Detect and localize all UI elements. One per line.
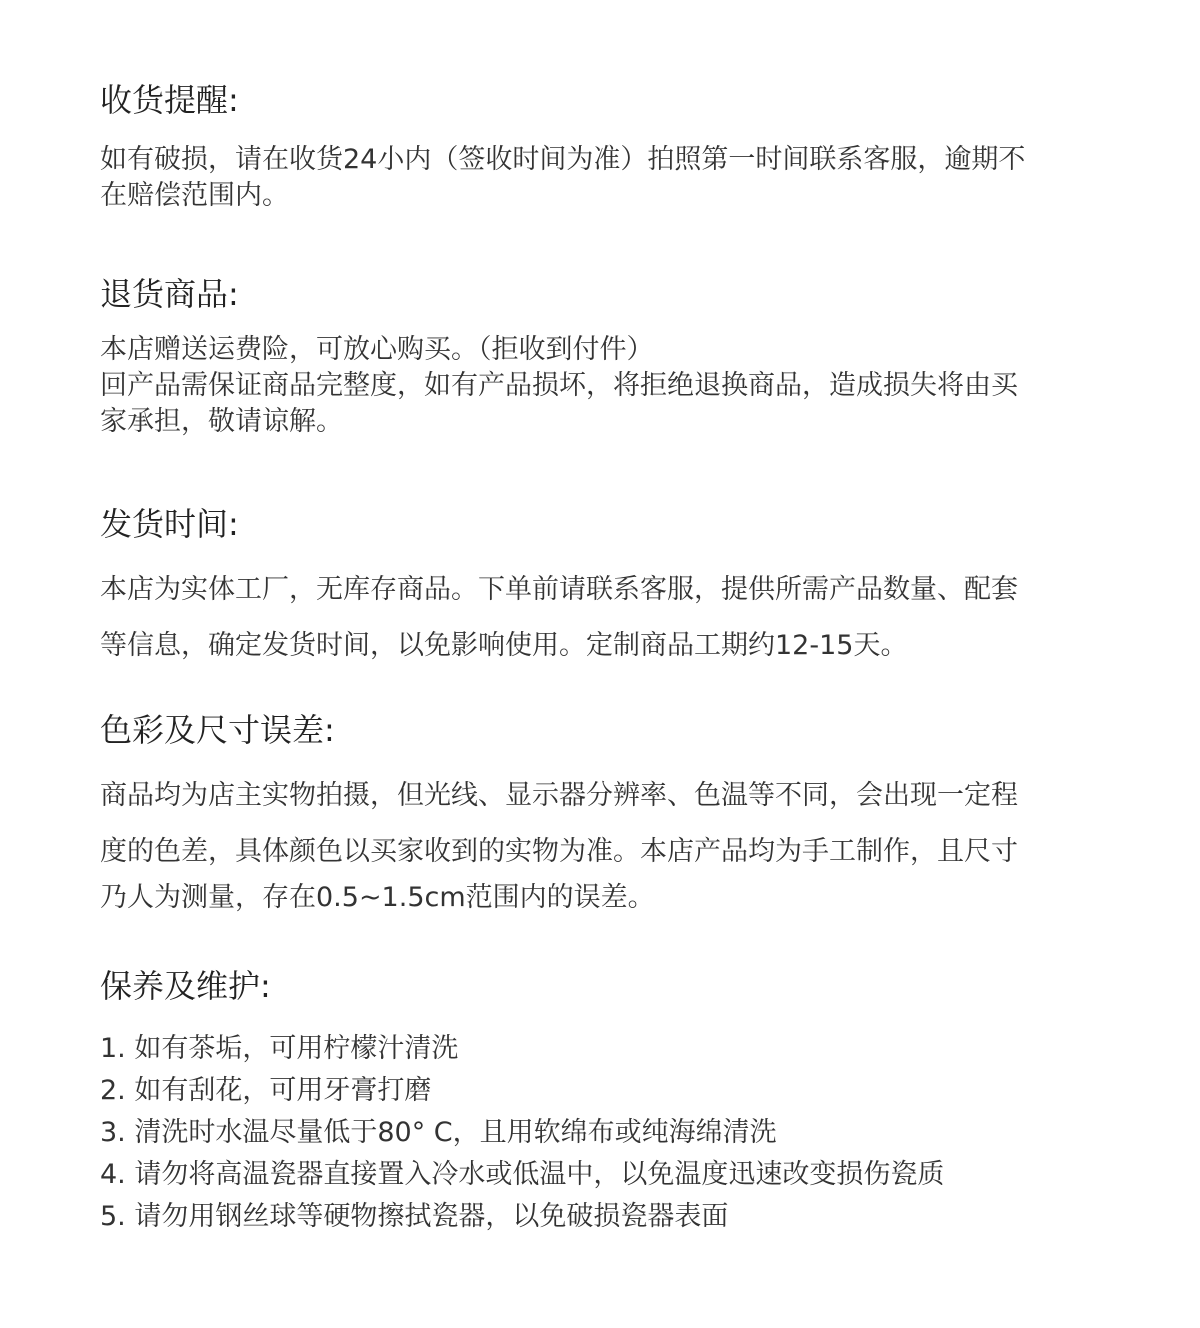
- list-item: 4. 请勿将高温瓷器直接置入冷水或低温中，以免温度迅速改变损伤瓷质: [100, 1159, 945, 1190]
- body-line: 商品均为店主实物拍摄，但光线、显示器分辨率、色温等不同，会出现一定程: [100, 780, 1018, 811]
- body-line: 在赔偿范围内。: [100, 180, 289, 211]
- list-item: 5. 请勿用钢丝球等硬物擦拭瓷器，以免破损瓷器表面: [100, 1201, 729, 1232]
- section-receipt-reminder: [100, 80, 1110, 214]
- list-item: 3. 清洗时水温尽量低于80° C，且用软绵布或纯海绵清洗: [100, 1117, 777, 1148]
- body-line: 乃人为测量，存在0.5~1.5cm范围内的误差。: [100, 882, 655, 913]
- list-item: 1. 如有茶垢，可用柠檬汁清洗: [100, 1033, 459, 1064]
- body-line: 如有破损，请在收货24小内（签收时间为准）拍照第一时间联系客服，逾期不: [100, 144, 1026, 175]
- list-item: 2. 如有刮花，可用牙膏打磨: [100, 1075, 432, 1106]
- body-line: 度的色差，具体颜色以买家收到的实物为准。本店产品均为手工制作，且尺寸: [100, 836, 1018, 867]
- section-heading: 收货提醒:: [100, 81, 239, 119]
- body-line: 本店为实体工厂，无库存商品。下单前请联系客服，提供所需产品数量、配套: [100, 574, 1018, 605]
- body-line: 等信息，确定发货时间，以免影响使用。定制商品工期约12-15天。: [100, 630, 908, 661]
- section-color-size-deviation: [100, 710, 1110, 916]
- section-heading: 色彩及尺寸误差:: [100, 711, 335, 749]
- section-heading: 退货商品:: [100, 275, 239, 313]
- body-line: 回产品需保证商品完整度，如有产品损坏，将拒绝退换商品，造成损失将由买: [100, 370, 1018, 401]
- section-returns: [100, 274, 1110, 440]
- section-shipping-time: [100, 504, 1110, 674]
- section-heading: 保养及维护:: [100, 967, 271, 1005]
- body-line: 家承担，敬请谅解。: [100, 406, 343, 437]
- body-line: 本店赠送运费险，可放心购买。（拒收到付件）: [100, 334, 654, 365]
- section-heading: 发货时间:: [100, 505, 239, 543]
- section-care-maintenance: [100, 966, 1110, 1238]
